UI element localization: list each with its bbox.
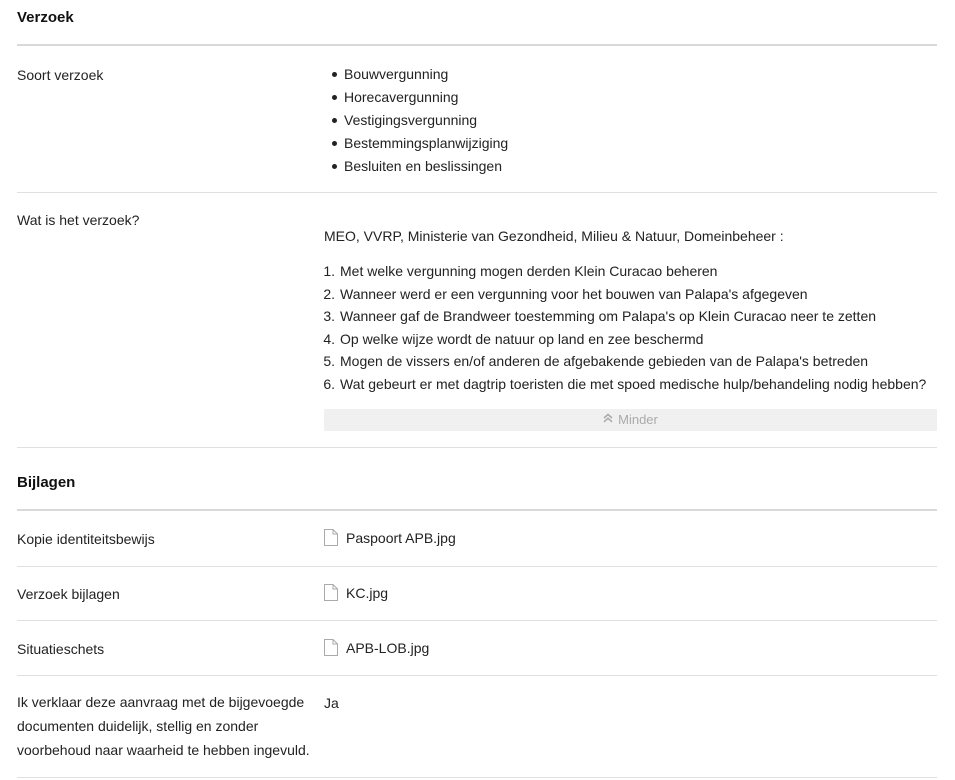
section-title-verzoek: Verzoek: [17, 9, 74, 26]
question-text: Wat gebeurt er met dagtrip toeristen die met spoed medische hulp/behandeling nodig hebben?: [340, 375, 927, 392]
declaration-label: [17, 690, 310, 762]
divider: [17, 777, 937, 778]
minder-label: Minder: [618, 412, 658, 427]
declaration-line: voorbehoud naar waarheid te hebben ingevuld.: [17, 742, 310, 758]
divider: [17, 192, 937, 193]
attachment-filename: Paspoort APB.jpg: [346, 529, 456, 546]
divider: [17, 44, 937, 46]
chevron-double-up-icon: [603, 409, 613, 431]
question-number: 1.: [323, 263, 335, 279]
divider: [17, 620, 937, 621]
divider: [17, 509, 937, 511]
attachment-link[interactable]: [324, 529, 456, 546]
question-number: 3.: [323, 308, 335, 324]
attachment-label: Situatieschets: [17, 641, 105, 657]
wat-verzoek-questions: [320, 264, 926, 399]
soort-verzoek-label: Soort verzoek: [17, 67, 104, 83]
attachment-link[interactable]: [324, 639, 429, 656]
divider: [17, 566, 937, 567]
attachment-filename: APB-LOB.jpg: [346, 639, 430, 656]
list-item: [320, 287, 926, 310]
question-number: 5.: [323, 353, 335, 369]
list-item: [320, 332, 926, 355]
declaration-value: Ja: [324, 695, 339, 711]
question-text: Met welke vergunning mogen derden Klein Curacao beheren: [340, 263, 718, 279]
attachment-link[interactable]: [324, 584, 388, 601]
attachment-label: Kopie identiteitsbewijs: [17, 531, 155, 547]
list-item: Horecavergunning: [324, 90, 508, 113]
minder-button[interactable]: [324, 409, 937, 431]
question-number: 2.: [323, 285, 335, 302]
list-item: Besluiten en beslissingen: [324, 159, 508, 182]
list-item: [320, 354, 926, 377]
question-text: Mogen de vissers en/of anderen de afgebakende gebieden van de Palapa's betreden: [340, 353, 869, 369]
wat-verzoek-label: Wat is het verzoek?: [17, 212, 140, 228]
document-icon: [324, 639, 338, 656]
document-icon: [324, 529, 338, 546]
list-item: Vestigingsvergunning: [324, 113, 508, 136]
attachment-label: Verzoek bijlagen: [17, 586, 120, 602]
list-item: Bouwvergunning: [324, 67, 508, 90]
question-number: 6.: [323, 375, 335, 392]
document-icon: [324, 584, 338, 601]
question-number: 4.: [323, 330, 335, 347]
list-item: [320, 377, 926, 400]
soort-verzoek-list: [324, 67, 508, 182]
list-item: [320, 264, 926, 287]
wat-verzoek-intro: MEO, VVRP, Ministerie van Gezondheid, Milieu & Natuur, Domeinbeheer :: [324, 228, 784, 244]
list-item: [320, 309, 926, 332]
declaration-line: documenten duidelijk, stellig en zonder: [17, 718, 259, 734]
question-text: Wanneer werd er een vergunning voor het bouwen van Palapa's afgegeven: [340, 285, 808, 302]
list-item: Bestemmingsplanwijziging: [324, 136, 508, 159]
declaration-line: Ik verklaar deze aanvraag met de bijgevoegde: [17, 694, 305, 710]
section-title-bijlagen: Bijlagen: [17, 474, 76, 491]
question-text: Op welke wijze wordt de natuur op land en zee beschermd: [340, 330, 704, 347]
question-text: Wanneer gaf de Brandweer toestemming om Palapa's op Klein Curacao neer te zetten: [340, 308, 877, 324]
attachment-filename: KC.jpg: [346, 584, 389, 601]
divider: [17, 675, 937, 676]
divider: [17, 447, 937, 448]
